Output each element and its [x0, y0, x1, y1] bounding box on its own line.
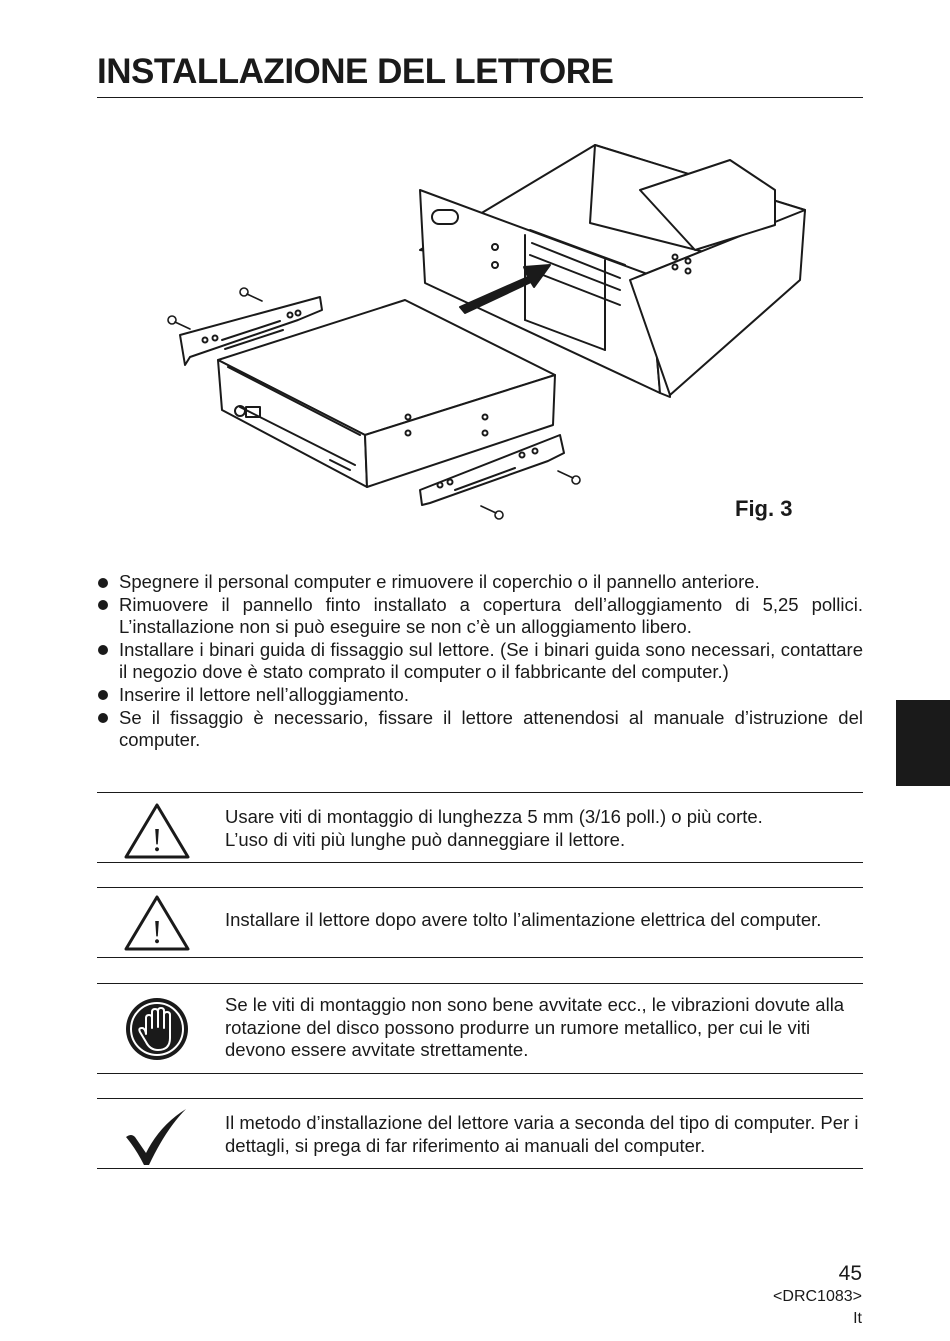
stop-notice [97, 983, 863, 1074]
bullet-icon [98, 690, 108, 700]
instruction-list [97, 571, 863, 752]
notice-text: Il metodo d’installazione del lettore varia a seconda del tipo di computer. Per i dettagli, si prega di far riferimento ai manuali del computer. [225, 1112, 859, 1156]
warning-triangle-icon [122, 891, 192, 961]
notice-text: Se le viti di montaggio non sono bene avvitate ecc., le vibrazioni dovute alla rotazione del disco possono produrre un rumore metallico, per cui le viti devono essere avvitate strettamente. [225, 994, 845, 1061]
figure-label: Fig. 3 [735, 496, 793, 521]
list-item: Installare i binari guida di fissaggio sul lettore. (Se i binari guida sono necessari, contattare il negozio dove è stato comprato il computer o il fabbricante del computer.) [97, 639, 863, 684]
page-number: 45 [838, 1262, 862, 1285]
caution-notice [97, 887, 863, 958]
language-code: It [853, 1310, 862, 1327]
svg-text:!: ! [151, 822, 163, 859]
stop-hand-icon [122, 994, 192, 1064]
list-item: Rimuovere il pannello finto installato a copertura dell’alloggiamento di 5,25 pollici. L’installazione non si può eseguire se non c’è un alloggiamento libero. [97, 594, 863, 639]
bullet-icon [98, 645, 108, 655]
installation-figure [150, 135, 810, 530]
title-divider [97, 97, 863, 98]
bullet-icon [98, 713, 108, 723]
caution-notice [97, 792, 863, 863]
notice-text: Usare viti di montaggio di lunghezza 5 mm (3/16 poll.) o più corte. L’uso di viti più lunghe può danneggiare il lettore. [225, 806, 763, 850]
notice-text: Installare il lettore dopo avere tolto l’alimentazione elettrica del computer. [225, 909, 822, 930]
list-item: Se il fissaggio è necessario, fissare il lettore attenendosi al manuale d’istruzione del computer. [97, 707, 863, 752]
section-tab [896, 700, 950, 786]
document-code: <DRC1083> [773, 1288, 862, 1305]
page-title: INSTALLAZIONE DEL LETTORE [97, 52, 614, 91]
note-notice [97, 1098, 863, 1169]
list-item: Inserire il lettore nell’alloggiamento. [97, 684, 863, 707]
list-item: Spegnere il personal computer e rimuovere il coperchio o il pannello anteriore. [97, 571, 863, 594]
checkmark-icon [122, 1101, 192, 1171]
svg-text:!: ! [151, 914, 163, 951]
warning-triangle-icon [122, 799, 192, 869]
bullet-icon [98, 578, 108, 588]
bullet-icon [98, 600, 108, 610]
